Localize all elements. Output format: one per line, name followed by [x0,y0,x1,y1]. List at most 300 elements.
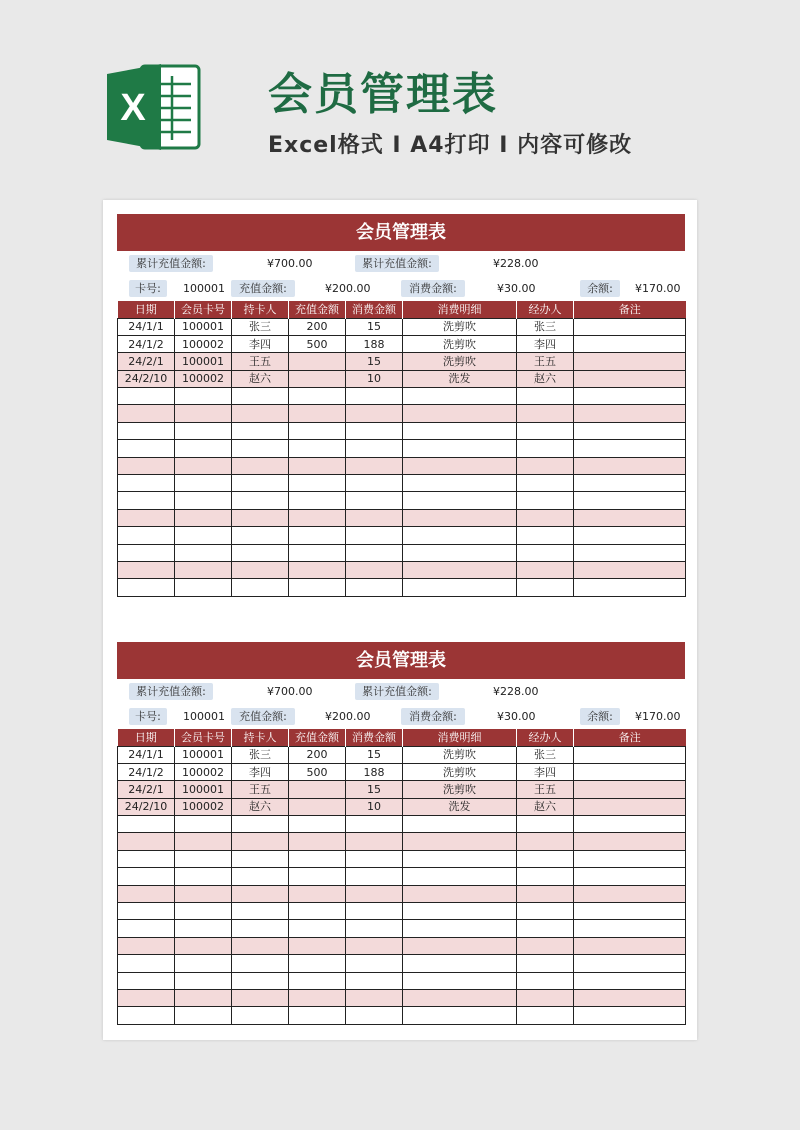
member-table [117,729,686,1025]
table-cell[interactable]: 赵六 [232,370,289,387]
table-cell-empty[interactable] [289,579,346,596]
table-cell-empty[interactable] [175,422,232,439]
table-cell[interactable] [289,370,346,387]
page-header [0,0,800,200]
table-cell-empty[interactable] [232,422,289,439]
table-cell-empty[interactable] [232,816,289,833]
table-cell-empty[interactable] [403,833,517,850]
table-cell[interactable]: 24/1/1 [118,746,175,763]
table-cell-empty[interactable] [403,561,517,578]
table-cell[interactable]: 200 [289,318,346,335]
table-cell-empty[interactable] [517,903,574,920]
table-cell-empty[interactable] [517,561,574,578]
table-cell[interactable]: 李四 [517,335,574,352]
table-cell[interactable] [289,798,346,815]
table-cell-empty[interactable] [289,405,346,422]
column-header: 经办人 [517,301,574,318]
table-cell-empty[interactable] [517,1007,574,1024]
table-cell-empty[interactable] [574,579,686,596]
table-cell-empty[interactable] [118,937,175,954]
table-cell-empty[interactable] [346,561,403,578]
table-cell-empty[interactable] [403,885,517,902]
table-cell-empty[interactable] [232,972,289,989]
table-row [118,885,686,902]
table-row [118,388,686,405]
table-cell-empty[interactable] [346,903,403,920]
table-cell-empty[interactable] [574,544,686,561]
table-cell-empty[interactable] [574,422,686,439]
table-cell-empty[interactable] [403,440,517,457]
table-cell[interactable]: 王五 [232,353,289,370]
table-cell[interactable]: 100002 [175,798,232,815]
table-row [118,903,686,920]
table-cell-empty[interactable] [175,579,232,596]
table-cell-empty[interactable] [346,405,403,422]
table-cell[interactable]: 李四 [232,763,289,780]
table-cell-empty[interactable] [118,833,175,850]
table-cell-empty[interactable] [574,955,686,972]
table-cell[interactable] [289,781,346,798]
table-cell-empty[interactable] [232,440,289,457]
table-cell-empty[interactable] [346,937,403,954]
table-cell[interactable]: 24/2/1 [118,781,175,798]
table-cell-empty[interactable] [517,885,574,902]
table-cell-empty[interactable] [289,440,346,457]
table-cell-empty[interactable] [175,405,232,422]
table-row [118,1007,686,1024]
table-cell-empty[interactable] [118,868,175,885]
recharge-value[interactable]: ¥200.00 [325,282,371,295]
table-cell-empty[interactable] [289,388,346,405]
table-cell-empty[interactable] [574,475,686,492]
table-cell-empty[interactable] [346,475,403,492]
table-cell-empty[interactable] [289,868,346,885]
balance-value[interactable]: ¥170.00 [635,710,681,723]
table-cell[interactable]: 张三 [232,746,289,763]
table-cell-empty[interactable] [517,937,574,954]
table-cell-empty[interactable] [346,527,403,544]
table-cell[interactable]: 15 [346,746,403,763]
table-cell-empty[interactable] [175,816,232,833]
total-recharge-value[interactable]: ¥700.00 [267,685,313,698]
table-cell[interactable]: 100002 [175,370,232,387]
table-cell[interactable]: 洗剪吹 [403,763,517,780]
table-cell-empty[interactable] [175,475,232,492]
table-cell-empty[interactable] [118,816,175,833]
column-header: 消费金额 [346,729,403,746]
table-cell-empty[interactable] [289,544,346,561]
table-cell-empty[interactable] [574,509,686,526]
total-recharge-label: 累计充值金额: [129,255,213,272]
table-cell-empty[interactable] [517,544,574,561]
table-cell-empty[interactable] [232,579,289,596]
table-cell-empty[interactable] [289,561,346,578]
table-cell-empty[interactable] [403,422,517,439]
table-cell-empty[interactable] [574,527,686,544]
table-cell-empty[interactable] [517,920,574,937]
table-cell-empty[interactable] [289,1007,346,1024]
table-cell[interactable]: 24/2/1 [118,353,175,370]
table-cell-empty[interactable] [574,457,686,474]
table-cell-empty[interactable] [574,492,686,509]
table-cell-empty[interactable] [574,868,686,885]
table-cell-empty[interactable] [232,937,289,954]
table-cell-empty[interactable] [118,579,175,596]
table-cell-empty[interactable] [403,492,517,509]
table-cell-empty[interactable] [175,561,232,578]
table-cell-empty[interactable] [346,868,403,885]
table-cell[interactable] [574,370,686,387]
table-cell-empty[interactable] [289,989,346,1006]
table-header-row [118,301,686,318]
table-cell[interactable] [574,798,686,815]
table-cell[interactable]: 24/1/2 [118,335,175,352]
table-row [118,335,686,352]
table-cell-empty[interactable] [403,405,517,422]
table-cell-empty[interactable] [289,492,346,509]
table-cell[interactable]: 188 [346,763,403,780]
table-cell-empty[interactable] [118,527,175,544]
table-cell-empty[interactable] [574,937,686,954]
card-value[interactable]: 100001 [183,282,225,295]
table-cell-empty[interactable] [232,920,289,937]
table-cell[interactable]: 24/2/10 [118,798,175,815]
table-cell[interactable]: 赵六 [517,370,574,387]
table-cell-empty[interactable] [403,509,517,526]
table-cell[interactable]: 洗剪吹 [403,781,517,798]
table-cell-empty[interactable] [517,457,574,474]
table-cell-empty[interactable] [346,388,403,405]
table-cell[interactable]: 李四 [232,335,289,352]
table-row [118,955,686,972]
table-cell-empty[interactable] [175,544,232,561]
table-cell-empty[interactable] [574,816,686,833]
table-cell-empty[interactable] [574,440,686,457]
column-header: 会员卡号 [175,729,232,746]
table-cell-empty[interactable] [232,492,289,509]
table-cell-empty[interactable] [175,527,232,544]
table-cell-empty[interactable] [232,955,289,972]
table-cell-empty[interactable] [118,903,175,920]
table-row [118,353,686,370]
table-cell-empty[interactable] [403,920,517,937]
table-cell-empty[interactable] [175,492,232,509]
column-header: 日期 [118,729,175,746]
table-cell-empty[interactable] [346,457,403,474]
total-consume-value[interactable]: ¥228.00 [493,685,539,698]
table-cell[interactable]: 洗发 [403,370,517,387]
table-cell-empty[interactable] [232,850,289,867]
table-cell[interactable]: 张三 [232,318,289,335]
table-cell[interactable]: 王五 [517,781,574,798]
table-cell[interactable]: 200 [289,746,346,763]
table-cell-empty[interactable] [517,989,574,1006]
table-cell-empty[interactable] [289,850,346,867]
table-cell[interactable]: 10 [346,798,403,815]
table-cell-empty[interactable] [403,972,517,989]
table-cell-empty[interactable] [574,920,686,937]
table-cell-empty[interactable] [118,955,175,972]
table-cell-empty[interactable] [118,440,175,457]
table-cell[interactable]: 100002 [175,763,232,780]
table-cell-empty[interactable] [574,561,686,578]
table-cell-empty[interactable] [118,544,175,561]
total-consume-label: 累计充值金额: [355,255,439,272]
table-cell-empty[interactable] [517,509,574,526]
table-cell-empty[interactable] [118,509,175,526]
table-cell-empty[interactable] [403,475,517,492]
table-cell-empty[interactable] [403,544,517,561]
table-cell[interactable] [289,353,346,370]
table-cell-empty[interactable] [289,527,346,544]
table-cell[interactable]: 100001 [175,746,232,763]
table-cell-empty[interactable] [574,972,686,989]
table-cell[interactable]: 王五 [232,781,289,798]
table-cell-empty[interactable] [574,405,686,422]
table-cell[interactable] [574,763,686,780]
table-cell-empty[interactable] [118,885,175,902]
table-cell-empty[interactable] [175,920,232,937]
table-cell-empty[interactable] [346,544,403,561]
table-cell[interactable]: 24/2/10 [118,370,175,387]
table-cell-empty[interactable] [403,989,517,1006]
table-row [118,475,686,492]
table-cell-empty[interactable] [346,833,403,850]
table-cell[interactable]: 24/1/1 [118,318,175,335]
table-cell-empty[interactable] [403,868,517,885]
table-cell-empty[interactable] [403,527,517,544]
table-cell[interactable]: 洗发 [403,798,517,815]
table-cell[interactable]: 洗剪吹 [403,353,517,370]
table-cell-empty[interactable] [403,955,517,972]
table-cell-empty[interactable] [403,850,517,867]
table-cell-empty[interactable] [346,1007,403,1024]
table-cell-empty[interactable] [517,475,574,492]
table-cell-empty[interactable] [118,850,175,867]
card-value[interactable]: 100001 [183,710,225,723]
table-row [118,318,686,335]
table-cell-empty[interactable] [175,440,232,457]
table-cell[interactable] [574,746,686,763]
table-cell-empty[interactable] [517,492,574,509]
table-cell-empty[interactable] [232,457,289,474]
table-row [118,746,686,763]
table-cell-empty[interactable] [289,972,346,989]
column-header: 日期 [118,301,175,318]
table-row [118,868,686,885]
table-cell[interactable]: 洗剪吹 [403,318,517,335]
table-cell-empty[interactable] [289,816,346,833]
table-cell-empty[interactable] [232,475,289,492]
table-cell-empty[interactable] [118,457,175,474]
table-cell[interactable] [574,353,686,370]
table-cell-empty[interactable] [403,937,517,954]
table-cell[interactable]: 15 [346,318,403,335]
table-cell-empty[interactable] [517,955,574,972]
table-cell-empty[interactable] [574,989,686,1006]
table-cell[interactable]: 188 [346,335,403,352]
table-cell-empty[interactable] [346,422,403,439]
table-cell-empty[interactable] [346,885,403,902]
table-cell[interactable]: 100001 [175,781,232,798]
table-cell-empty[interactable] [175,388,232,405]
card-label: 卡号: [129,708,167,725]
table-cell-empty[interactable] [346,492,403,509]
table-cell-empty[interactable] [232,561,289,578]
table-row [118,798,686,815]
table-cell-empty[interactable] [118,405,175,422]
table-cell[interactable]: 洗剪吹 [403,746,517,763]
table-cell[interactable]: 15 [346,781,403,798]
table-cell-empty[interactable] [289,885,346,902]
table-cell[interactable]: 100001 [175,318,232,335]
table-cell-empty[interactable] [403,388,517,405]
table-cell-empty[interactable] [118,989,175,1006]
table-cell-empty[interactable] [346,989,403,1006]
table-cell-empty[interactable] [232,1007,289,1024]
table-cell-empty[interactable] [574,850,686,867]
table-cell-empty[interactable] [118,1007,175,1024]
recharge-value[interactable]: ¥200.00 [325,710,371,723]
table-cell-empty[interactable] [517,579,574,596]
table-row [118,561,686,578]
table-cell-empty[interactable] [118,492,175,509]
table-cell-empty[interactable] [346,972,403,989]
table-cell-empty[interactable] [175,955,232,972]
table-row [118,440,686,457]
table-row [118,989,686,1006]
table-cell-empty[interactable] [175,989,232,1006]
total-recharge-value[interactable]: ¥700.00 [267,257,313,270]
column-header: 备注 [574,729,686,746]
column-header: 持卡人 [232,729,289,746]
table-cell-empty[interactable] [517,405,574,422]
table-cell[interactable]: 500 [289,335,346,352]
table-cell-empty[interactable] [403,816,517,833]
table-cell-empty[interactable] [517,850,574,867]
table-cell[interactable]: 100001 [175,353,232,370]
table-cell-empty[interactable] [403,579,517,596]
table-cell-empty[interactable] [175,972,232,989]
table-cell-empty[interactable] [232,405,289,422]
balance-value[interactable]: ¥170.00 [635,282,681,295]
table-cell[interactable]: 500 [289,763,346,780]
table-cell-empty[interactable] [346,579,403,596]
table-cell-empty[interactable] [403,1007,517,1024]
table-cell-empty[interactable] [517,868,574,885]
table-cell[interactable]: 100002 [175,335,232,352]
table-cell[interactable]: 15 [346,353,403,370]
table-cell-empty[interactable] [517,422,574,439]
table-cell[interactable]: 24/1/2 [118,763,175,780]
table-cell-empty[interactable] [517,527,574,544]
table-cell-empty[interactable] [574,388,686,405]
table-cell[interactable]: 张三 [517,318,574,335]
table-cell-empty[interactable] [175,1007,232,1024]
table-cell-empty[interactable] [118,422,175,439]
table-cell-empty[interactable] [517,972,574,989]
table-cell-empty[interactable] [403,903,517,920]
table-cell-empty[interactable] [175,509,232,526]
table-cell[interactable]: 王五 [517,353,574,370]
table-cell-empty[interactable] [517,816,574,833]
table-cell-empty[interactable] [574,903,686,920]
table-row [118,405,686,422]
table-cell-empty[interactable] [175,937,232,954]
table-cell-empty[interactable] [346,816,403,833]
table-cell-empty[interactable] [232,903,289,920]
table-cell[interactable]: 李四 [517,763,574,780]
table-cell[interactable] [574,781,686,798]
table-cell-empty[interactable] [289,509,346,526]
table-cell-empty[interactable] [175,903,232,920]
table-cell-empty[interactable] [118,920,175,937]
table-cell-empty[interactable] [346,440,403,457]
table-cell-empty[interactable] [289,457,346,474]
table-cell-empty[interactable] [232,388,289,405]
table-cell-empty[interactable] [574,833,686,850]
table-cell[interactable] [574,318,686,335]
consume-value[interactable]: ¥30.00 [497,710,536,723]
table-cell-empty[interactable] [232,544,289,561]
table-cell-empty[interactable] [289,920,346,937]
table-cell-empty[interactable] [517,833,574,850]
table-cell-empty[interactable] [289,833,346,850]
table-cell-empty[interactable] [232,885,289,902]
table-cell-empty[interactable] [118,972,175,989]
consume-value[interactable]: ¥30.00 [497,282,536,295]
table-cell-empty[interactable] [289,475,346,492]
card-label: 卡号: [129,280,167,297]
table-cell-empty[interactable] [346,920,403,937]
table-cell-empty[interactable] [175,868,232,885]
table-cell-empty[interactable] [517,440,574,457]
table-cell-empty[interactable] [232,833,289,850]
table-cell-empty[interactable] [118,561,175,578]
table-cell[interactable] [574,335,686,352]
table-cell-empty[interactable] [346,955,403,972]
table-cell-empty[interactable] [175,885,232,902]
table-cell-empty[interactable] [289,422,346,439]
table-cell-empty[interactable] [118,388,175,405]
table-cell-empty[interactable] [289,937,346,954]
table-cell-empty[interactable] [574,885,686,902]
table-cell-empty[interactable] [175,833,232,850]
table-cell[interactable]: 赵六 [232,798,289,815]
table-cell[interactable]: 洗剪吹 [403,335,517,352]
table-cell-empty[interactable] [232,509,289,526]
table-cell[interactable]: 10 [346,370,403,387]
table-cell[interactable]: 张三 [517,746,574,763]
table-cell-empty[interactable] [118,475,175,492]
column-header: 持卡人 [232,301,289,318]
table-cell-empty[interactable] [289,955,346,972]
table-cell-empty[interactable] [232,868,289,885]
detail-summary-row [117,704,685,729]
table-cell-empty[interactable] [574,1007,686,1024]
total-consume-value[interactable]: ¥228.00 [493,257,539,270]
table-cell-empty[interactable] [289,903,346,920]
table-cell-empty[interactable] [346,850,403,867]
table-cell-empty[interactable] [232,989,289,1006]
table-cell-empty[interactable] [232,527,289,544]
table-cell-empty[interactable] [175,457,232,474]
table-cell-empty[interactable] [517,388,574,405]
table-cell[interactable]: 赵六 [517,798,574,815]
table-cell-empty[interactable] [175,850,232,867]
table-cell-empty[interactable] [403,457,517,474]
table-cell-empty[interactable] [346,509,403,526]
